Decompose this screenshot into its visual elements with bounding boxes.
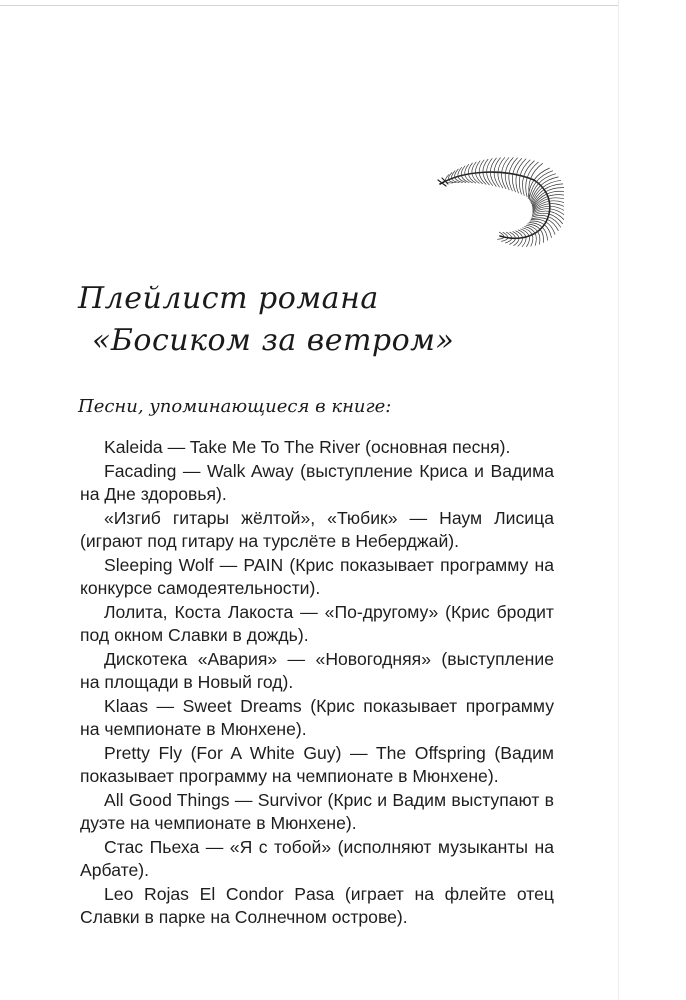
feather-barb: [534, 168, 550, 180]
feather-barb: [538, 231, 540, 244]
feather-barb: [532, 216, 549, 218]
feather-barb: [476, 173, 483, 184]
feather-barb: [526, 178, 527, 197]
song-item: «Изгиб гитары жёлтой», «Тюбик» — Наум Лисица (играют под гитару на турслёте в Неберджай).: [80, 507, 554, 551]
feather-barb: [526, 236, 529, 247]
feather-barb: [512, 174, 515, 192]
feather-barb: [531, 235, 533, 247]
feather-barb: [549, 198, 564, 200]
song-item: Sleeping Wolf — PAIN (Крис показывает программу на конкурсе самодеятельности).: [80, 554, 554, 598]
feather-barb: [549, 214, 563, 224]
feather-barb: [549, 211, 564, 220]
feather-barb: [540, 229, 544, 242]
page-top-border: [0, 5, 618, 6]
feather-barb: [536, 171, 553, 182]
song-item: Стас Пьеха — «Я с тобой» (исполняют музыканты на Арбате).: [80, 836, 554, 880]
feather-barb: [523, 177, 525, 196]
feather-barb: [479, 160, 484, 173]
page-right-border: [618, 0, 619, 1000]
title-line-2: «Босиком за ветром»: [92, 323, 455, 358]
song-item: Лолита, Коста Лакоста — «По-другому» (Крис бродит под окном Славки в дождь).: [80, 601, 554, 645]
feather-barb: [535, 233, 536, 246]
feather-barb: [527, 162, 538, 178]
song-item: All Good Things — Survivor (Крис и Вадим выступают в дуэте на чемпионате в Мюнхене).: [80, 789, 554, 833]
feather-barb: [519, 176, 521, 195]
song-item: Facading — Walk Away (выступление Криса и Вадима на Дне здоровья).: [80, 460, 554, 504]
song-item: Leo Rojas El Condor Pasa (играет на флейте отец Славки в парке на Солнечном острове).: [80, 883, 554, 927]
feather-barb: [514, 238, 520, 246]
feather-barb: [548, 195, 564, 197]
song-item: Pretty Fly (For A White Guy) — The Offspring (Вадим показывает программу на чемпионате в Мюнхене).: [80, 742, 554, 786]
feather-icon: [434, 150, 564, 250]
feather-barb: [509, 238, 515, 244]
section-subtitle: Песни, упоминающиеся в книге:: [78, 396, 392, 417]
feather-barb: [543, 180, 562, 187]
feather-barb: [547, 191, 564, 194]
song-item: Klaas — Sweet Dreams (Крис показывает программу на чемпионате в Мюнхене).: [80, 695, 554, 739]
feather-barb: [509, 174, 513, 192]
song-list: [80, 436, 554, 930]
title-line-1: Плейлист романа: [78, 281, 379, 316]
song-item: Kaleida — Take Me To The River (основная песня).: [104, 437, 511, 457]
feather-barb: [542, 227, 547, 240]
page-title: [78, 278, 518, 362]
song-item: Дискотека «Авария» — «Новогодняя» (выступление на площади в Новый год).: [80, 648, 554, 692]
feather-barb: [479, 173, 486, 185]
feather-barb: [516, 175, 519, 194]
